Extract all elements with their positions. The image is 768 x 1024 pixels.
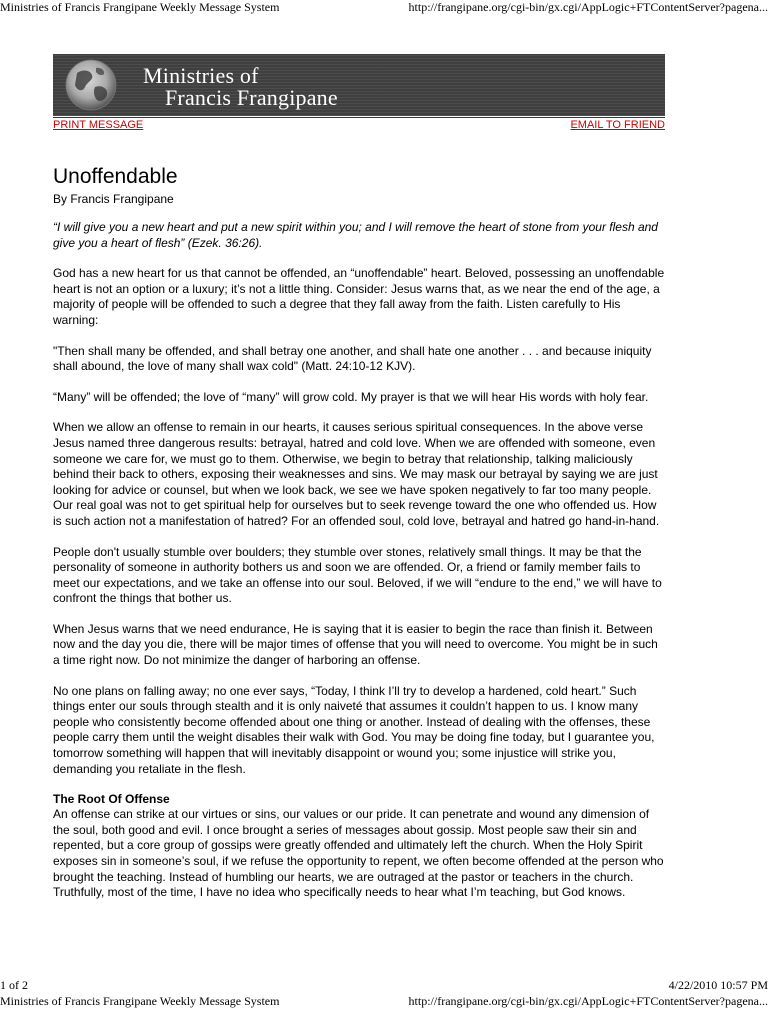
article-byline: By Francis Frangipane [53, 192, 174, 206]
print-footer-title: Ministries of Francis Frangipane Weekly Message System [0, 994, 280, 1008]
print-header-title: Ministries of Francis Frangipane Weekly Message System [0, 0, 280, 14]
email-to-friend-link[interactable]: EMAIL TO FRIEND [570, 119, 665, 131]
print-header-url: http://frangipane.org/cgi-bin/gx.cgi/AppLogic+FTContentServer?pagena... [408, 0, 768, 14]
page-number: 1 of 2 [0, 978, 28, 992]
article-paragraph: God has a new heart for us that cannot be offended, an “unoffendable” heart. Beloved, possessing an unoffendable heart is not an option or a luxury; it’s not a little thing. Consider: Jesus warns that, as we near the end of the age, a majority of people will be offended to such a degree that they fall away from the faith. Listen carefully to His warning: [53, 266, 665, 327]
print-header [0, 0, 768, 16]
globe-icon [63, 57, 119, 113]
logo-text-line2: Francis Frangipane [165, 85, 338, 110]
article-paragraph: People don't usually stumble over boulders; they stumble over stones, relatively small things. It may be that the personality of someone in authority bothers us and soon we are offended. Or, a friend or family member fails to meet our expectations, and we take an offense into our soul. Beloved, if we will “endure to the end,” we will have to confront the things that bother us. [53, 544, 662, 606]
print-footer-url: http://frangipane.org/cgi-bin/gx.cgi/AppLogic+FTContentServer?pagena... [408, 994, 768, 1008]
scripture-quote: "Then shall many be offended, and shall betray one another, and shall hate one another . . . and because iniquity shall abound, the love of many shall wax cold" (Matt. 24:10-12 KJV). [53, 343, 652, 374]
article-paragraph: An offense can strike at our virtues or sins, our values or our pride. It can penetrate and wound any dimension of the soul, both good and evil. I once brought a series of messages about gossip. Most people saw their sin and repented, but a core group of gossips were greatly offended and ultimately left the church. When the Holy Spirit exposes sin in someone’s soul, if we refuse the opportunity to repent, we often become offended at the person who brought the teaching. Instead of humbling our hearts, we are outraged at the pastor or teachers in the church. Truthfully, most of the time, I have no idea who specifically needs to hear what I’m teaching, but God knows. [53, 807, 664, 900]
print-datetime: 4/22/2010 10:57 PM [668, 978, 768, 992]
article [53, 164, 667, 916]
article-paragraph: When Jesus warns that we need endurance, He is saying that it is easier to begin the race than finish it. Between now and the day you die, there will be major times of offense that you will need to overcome. You might be in such a time right now. Do not minimize the danger of harboring an offense. [53, 621, 658, 668]
scripture-quote: “I will give you a new heart and put a new spirit within you; and I will remove the heart of stone from your flesh and give you a heart of flesh” (Ezek. 36:26). [53, 220, 658, 250]
article-paragraph: “Many” will be offended; the love of “many” will grow cold. My prayer is that we will hear His words with holy fear. [53, 389, 649, 404]
article-title: Unoffendable [53, 165, 178, 188]
article-paragraph: When we allow an offense to remain in our hearts, it causes serious spiritual consequences. In the above verse Jesus named three dangerous results: betrayal, hatred and cold love. When we are offended with someone, even someone we care for, we must go to them. Otherwise, we begin to betray that relationship, talking maliciously behind their back to others, exposing their weaknesses and sins. We may mask our betrayal by saying we are just looking for advice or counsel, but when we look back, we see we have spoken negatively to far too many people. Our real goal was not to get spiritual help for ourselves but to seek revenge toward the one who offended us. How is such action not a manifestation of hatred? For an offended soul, cold love, betrayal and hatred go hand-in-hand. [53, 420, 660, 528]
article-paragraph: No one plans on falling away; no one ever says, “Today, I think I’ll try to develop a hardened, cold heart.” Such things enter our souls through stealth and it is only naiveté that assumes it couldn’t happen to us. I know many people who consistently become offended about one thing or another. Instead of dealing with the offenses, these people carry them until the weight disables their walk with God. You may be doing fine today, but I guarantee you, tomorrow something will happen that will inevitably disappoint or wound you; some injustice will strike you, demanding you retaliate in the flesh. [53, 683, 655, 776]
print-message-link[interactable]: PRINT MESSAGE [53, 119, 144, 131]
site-banner [53, 54, 665, 116]
section-heading: The Root Of Offense [53, 792, 170, 807]
print-footer [0, 978, 768, 1022]
action-links [53, 117, 665, 134]
logo-text-line1: Ministries of [143, 63, 259, 88]
